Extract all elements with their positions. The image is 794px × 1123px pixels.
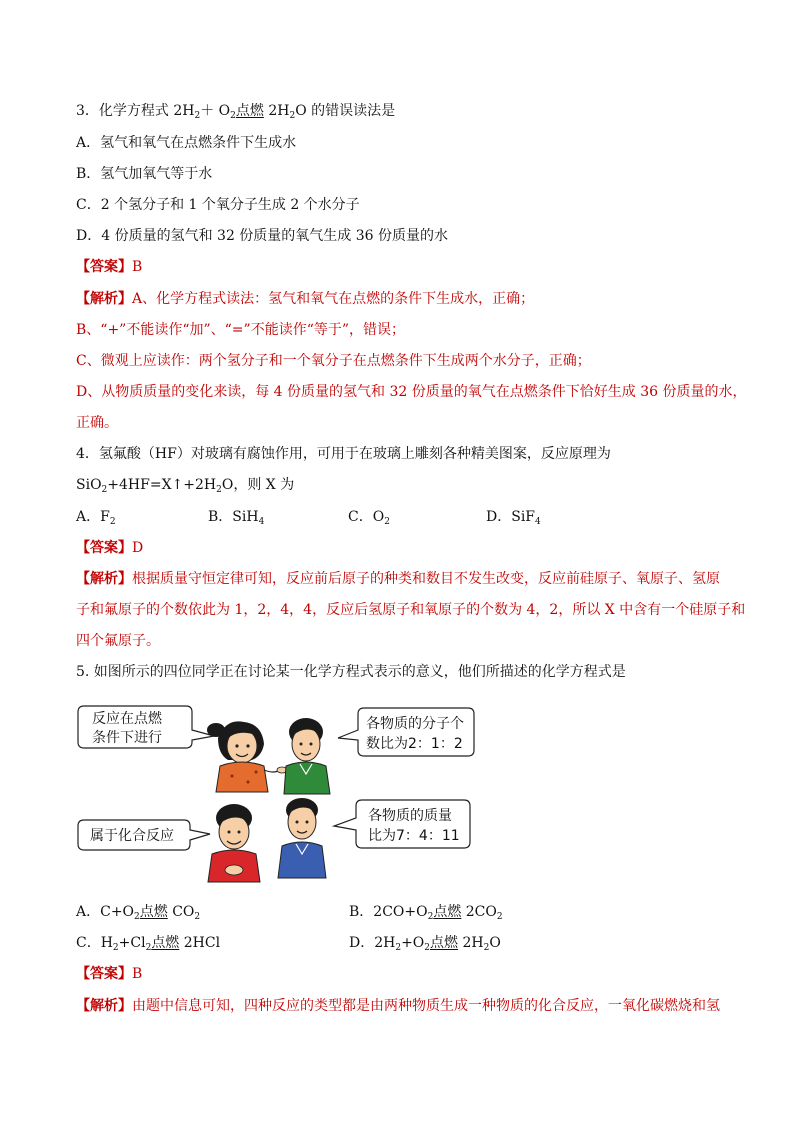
q3-option-b: B．氢气加氧气等于水 (76, 166, 213, 182)
boy-red-shirt-icon (208, 804, 260, 882)
answer-value: B (132, 966, 143, 982)
answer-value: D (132, 540, 144, 556)
q5-option-d: D．$2H_2+O_2$点燃 $2H_2O$ (349, 935, 501, 953)
speech-bubble-3 (78, 820, 210, 850)
bubble-1-line-1: 反应在点燃 (92, 711, 162, 727)
answer-tag: 【答案】 (76, 259, 132, 275)
bubble-1-line-2: 条件下进行 (92, 730, 162, 746)
bubble-3-line-1: 属于化合反应 (90, 828, 174, 844)
q5-option-b: B．$2CO+O_2$点燃 $2CO_2$ (349, 904, 503, 922)
analysis-tag: 【解析】 (76, 998, 132, 1014)
q4-option-c: C．$O_2$ (348, 509, 390, 527)
girl-student-icon (207, 721, 287, 792)
q3-option-d: D．4 份质量的氢气和 32 份质量的氧气生成 36 份质量的水 (76, 228, 449, 244)
speech-bubble-2 (338, 708, 474, 756)
q4-analysis-1: 【解析】根据质量守恒定律可知，反应前后原子的种类和数目不发生改变，反应前硅原子、氧原子、氢原 (76, 571, 720, 587)
q3-stem: 3．化学方程式 $2H_2+ O_2$点燃 $2H_2O$ 的错误读法是 (76, 103, 396, 121)
q4-answer (76, 538, 143, 558)
q3-option-c: C．2 个氢分子和 1 个氧分子生成 2 个水分子 (76, 197, 360, 213)
boy-blue-shirt-icon (278, 798, 326, 878)
analysis-tag: 【解析】 (76, 571, 132, 587)
answer-tag: 【答案】 (76, 540, 132, 556)
q3-analysis-3: C、微观上应读作：两个氢分子和一个氧分子在点燃条件下生成两个水分子，正确； (76, 353, 591, 369)
q4-option-d: D．SiF$_4$ (486, 509, 541, 527)
q3-analysis-2: B、“+”不能读作“加”、“=”不能读作“等于”，错误； (76, 322, 406, 338)
answer-value: B (132, 259, 143, 275)
q4-option-b: B．SiH$_4$ (208, 509, 265, 527)
q3-answer (76, 257, 142, 277)
bubble-2-line-1: 各物质的分子个 (366, 716, 464, 732)
q5-option-c: C．$H_2+Cl_2$点燃 2HCl (76, 935, 221, 953)
q4-equation: $SiO_2+4HF=X↑+2H_2O$，则 X 为 (76, 477, 295, 495)
q5-answer (76, 964, 142, 984)
answer-tag: 【答案】 (76, 966, 132, 982)
q4-stem: 4．氢氟酸（HF）对玻璃有腐蚀作用，可用于在玻璃上雕刻各种精美图案，反应原理为 (76, 446, 611, 462)
q4-analysis-3: 四个氟原子。 (76, 633, 160, 649)
q3-analysis-4: D、从物质质量的变化来读，每 4 份质量的氢气和 32 份质量的氧气在点燃条件下恰好生成 36 份质量的水， (76, 384, 747, 400)
speech-bubble-4 (334, 800, 470, 848)
q3-option-a: A．氢气和氧气在点燃条件下生成水 (76, 135, 297, 151)
q5-option-a: A．$C+O_2$点燃 $CO_2$ (76, 904, 201, 922)
students-discussion-figure (76, 700, 486, 886)
q3-analysis-5: 正确。 (76, 415, 118, 431)
boy-green-shirt-icon (284, 718, 330, 794)
q4-option-a: A．$F_2$ (76, 509, 116, 527)
q5-stem: 5. 如图所示的四位同学正在讨论某一化学方程式表示的意义，他们所描述的化学方程式是 (76, 664, 626, 680)
speech-bubble-1 (78, 706, 214, 748)
analysis-tag: 【解析】 (76, 291, 132, 307)
bubble-4-line-2: 比为7：4：11 (368, 828, 460, 844)
q5-analysis-1: 【解析】由题中信息可知，四种反应的类型都是由两种物质生成一种物质的化合反应，一氧化碳燃烧和氢 (76, 998, 720, 1014)
bubble-2-line-2: 数比为2：1：2 (366, 736, 463, 752)
q4-analysis-2: 子和氟原子的个数依此为 1，2，4，4，反应后氢原子和氧原子的个数为 4，2，所以 X 中含有一个硅原子和 (76, 602, 746, 618)
bubble-4-line-1: 各物质的质量 (368, 808, 452, 824)
q3-analysis-1: 【解析】A、化学方程式读法：氢气和氧气在点燃的条件下生成水，正确； (76, 291, 535, 307)
